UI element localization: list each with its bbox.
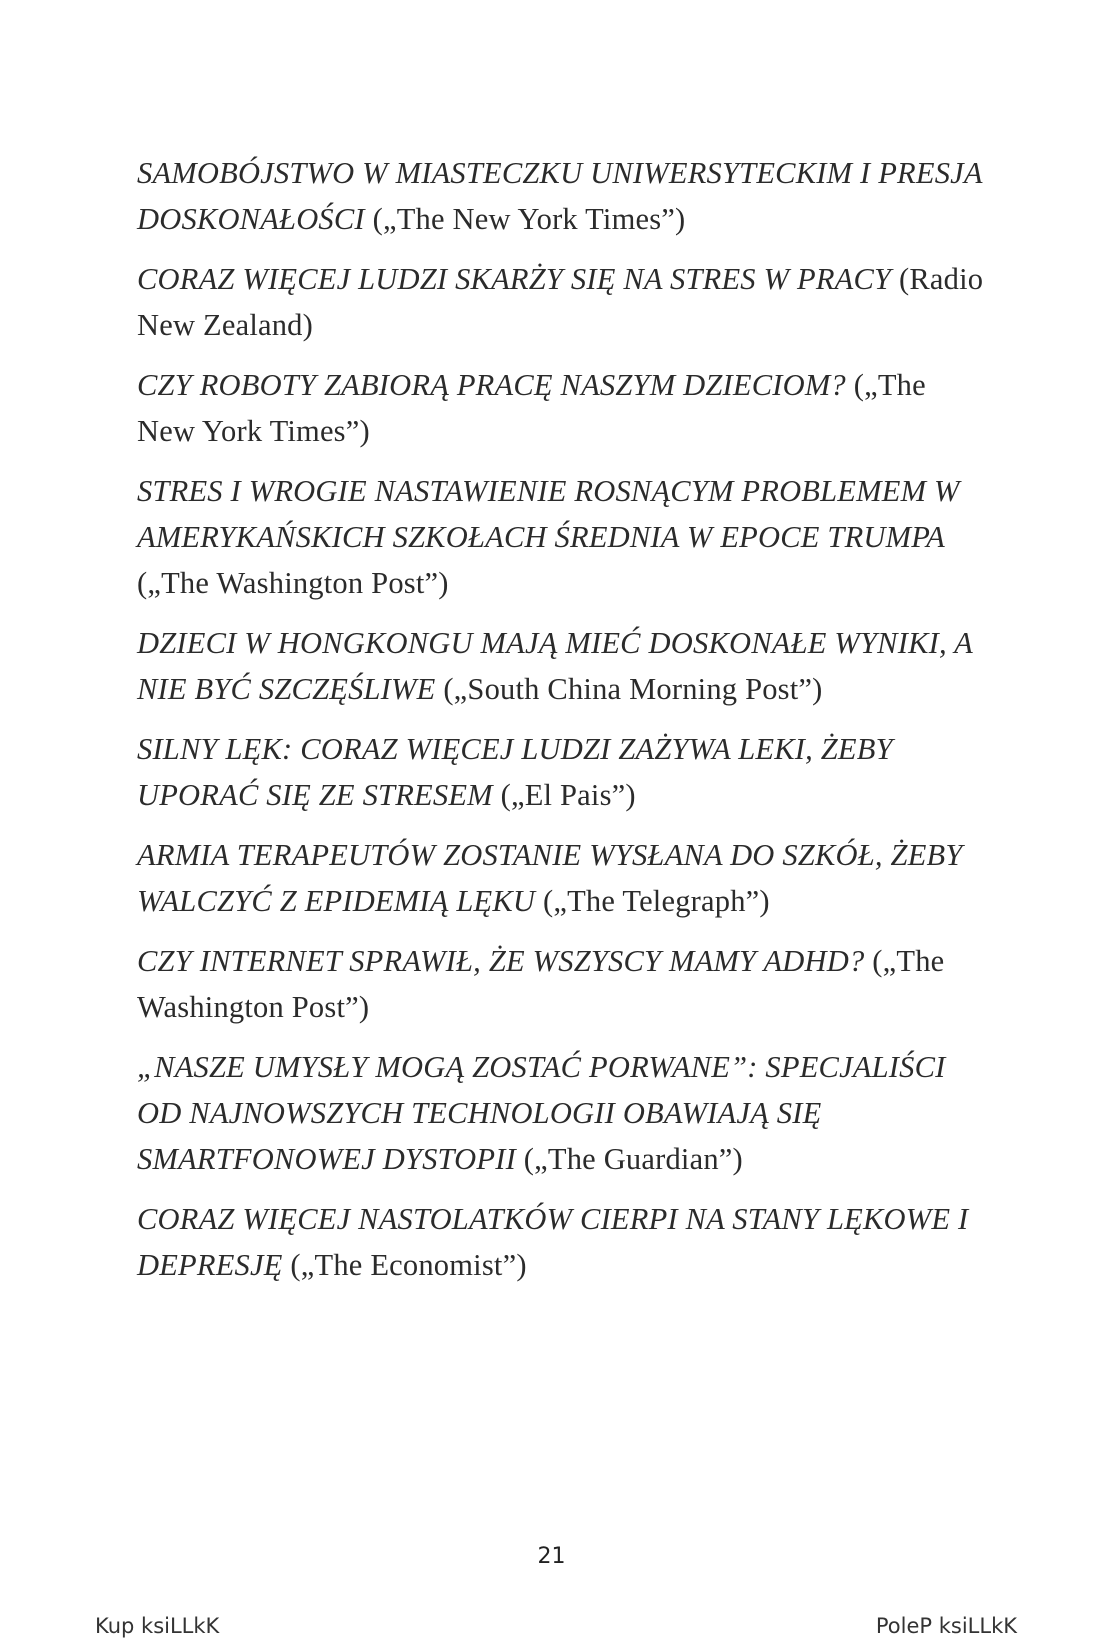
headline-text: CZY INTERNET SPRAWIŁ, ŻE WSZYSCY MAMY ADHD? [137,944,865,978]
headline-source: („The Economist”) [290,1248,527,1282]
headline-entry [137,726,987,818]
headline-entry [137,256,987,348]
headline-text: „NASZE UMYSŁY MOGĄ ZOSTAĆ PORWANE”: SPECJALIŚCI OD NAJNOWSZYCH TECHNOLOGII OBAWIAJĄ SIĘ SMARTFONOWEJ DYSTOPII [137,1050,946,1176]
headline-text: CZY ROBOTY ZABIORĄ PRACĘ NASZYM DZIECIOM? [137,368,846,402]
headlines-list [137,150,987,1302]
headline-source: („The Washington Post”) [137,944,945,1024]
headline-entry [137,1044,987,1182]
headline-entry [137,150,987,242]
headline-text: CORAZ WIĘCEJ NASTOLATKÓW CIERPI NA STANY LĘKOWE I DEPRESJĘ [137,1202,969,1282]
headline-entry [137,832,987,924]
headline-entry [137,620,987,712]
headline-source: („The New York Times”) [372,202,686,236]
headline-source: (Radio New Zealand) [137,262,984,342]
headline-entry [137,468,987,606]
headline-text: CORAZ WIĘCEJ LUDZI SKARŻY SIĘ NA STRES W PRACY [137,262,892,296]
recommend-book-link[interactable]: PoleP ksiLLkK [875,1614,1017,1638]
headline-entry [137,938,987,1030]
headline-text: SILNY LĘK: CORAZ WIĘCEJ LUDZI ZAŻYWA LEKI, ŻEBY UPORAĆ SIĘ ZE STRESEM [137,732,893,812]
headline-source: („The Telegraph”) [542,884,770,918]
headline-source: („South China Morning Post”) [443,672,823,706]
headline-source: („The Washington Post”) [137,566,449,600]
headline-text: SAMOBÓJSTWO W MIASTECZKU UNIWERSYTECKIM I PRESJA DOSKONAŁOŚCI [137,156,983,236]
headline-entry [137,1196,987,1288]
page-number: 21 [537,1544,566,1569]
headline-text: DZIECI W HONGKONGU MAJĄ MIEĆ DOSKONAŁE WYNIKI, A NIE BYĆ SZCZĘŚLIWE [137,626,973,706]
headline-text: ARMIA TERAPEUTÓW ZOSTANIE WYSŁANA DO SZKÓŁ, ŻEBY WALCZYĆ Z EPIDEMIĄ LĘKU [137,838,963,918]
headline-source: („The New York Times”) [137,368,926,448]
headline-entry [137,362,987,454]
headline-text: STRES I WROGIE NASTAWIENIE ROSNĄCYM PROBLEMEM W AMERYKAŃSKICH SZKOŁACH ŚREDNIA W EPOCE TRUMPA [137,474,960,554]
buy-book-link[interactable]: Kup ksiLLkK [95,1614,220,1638]
headline-source: („El Pais”) [500,778,636,812]
headline-source: („The Guardian”) [523,1142,743,1176]
